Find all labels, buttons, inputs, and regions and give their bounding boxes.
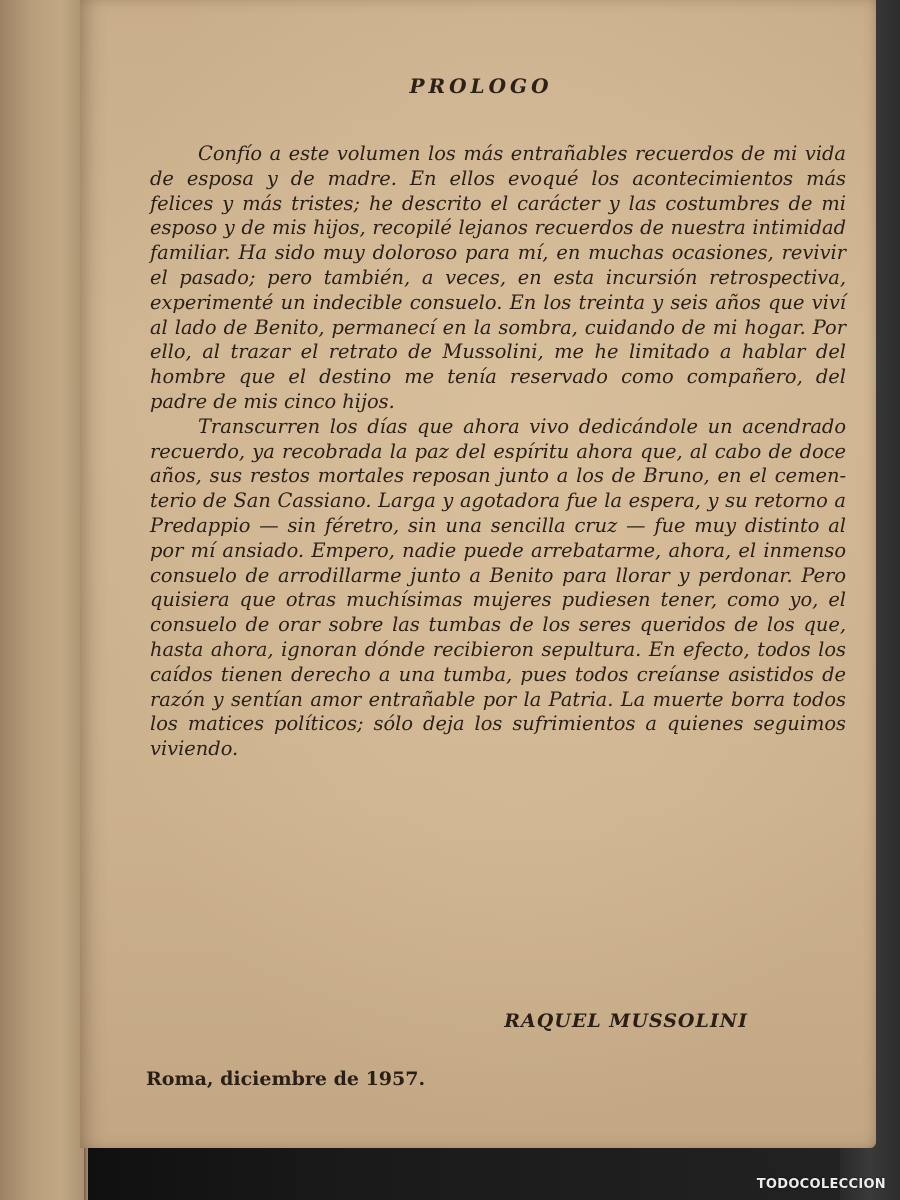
chapter-heading: PROLOGO <box>409 74 553 98</box>
prologue-text <box>150 142 846 762</box>
book-page-edge <box>0 0 88 1200</box>
book-page <box>80 0 876 1148</box>
author-signature: RAQUEL MUSSOLINI <box>504 1010 748 1032</box>
place-date-line: Roma, diciembre de 1957. <box>146 1068 426 1090</box>
paragraph-1: Confío a este volumen los más entrañables recuerdos de mi vida de esposa y de madre. En ellos evoqué los acontecimientos más felices y más tristes; he descrito el carácter y las costumbres de mi esposo y de mis hijos, recopilé lejanos recuerdos de nuestra intimidad familiar. Ha sido muy doloroso para mí, en muchas ocasiones, revivir el pasado; pero también, a veces, en esta incursión retrospectiva, experimenté un indecible consuelo. En los treinta y seis años que viví al lado de Benito, permanecí en la sombra, cuidando de mi hogar. Por ello, al trazar el retrato de Mussolini, me he limitado a hablar del hombre que el destino me tenía reservado como compañero, del padre de mis cinco hijos. <box>150 142 846 413</box>
paragraph-2: Transcurren los días que ahora vivo dedicándole un acendrado recuerdo, ya recobrada la paz del espíritu ahora que, al cabo de doce años, sus restos mortales reposan junto a los de Bruno, en el cementerio de San Cassiano. Larga y agotadora fue la espera, y su retorno a Predappio — sin féretro, sin una sencilla cruz — fue muy distinto al por mí ansiado. Empero, nadie puede arrebatarme, ahora, el inmenso consuelo de arrodillarme junto a Benito para llorar y perdonar. Pero quisiera que otras muchísimas mujeres pudiesen tener, como yo, el consuelo de orar sobre las tumbas de los seres queridos de los que, hasta ahora, ignoran dónde recibieron sepultura. En efecto, todos los caídos tienen derecho a una tumba, pues todos creíanse asistidos de razón y sentían amor entrañable por la Patria. La muerte borra todos los matices políticos; sólo deja los sufrimientos a quienes seguimos viviendo. <box>150 414 846 761</box>
watermark-text: TODOCOLECCION <box>756 1177 886 1192</box>
